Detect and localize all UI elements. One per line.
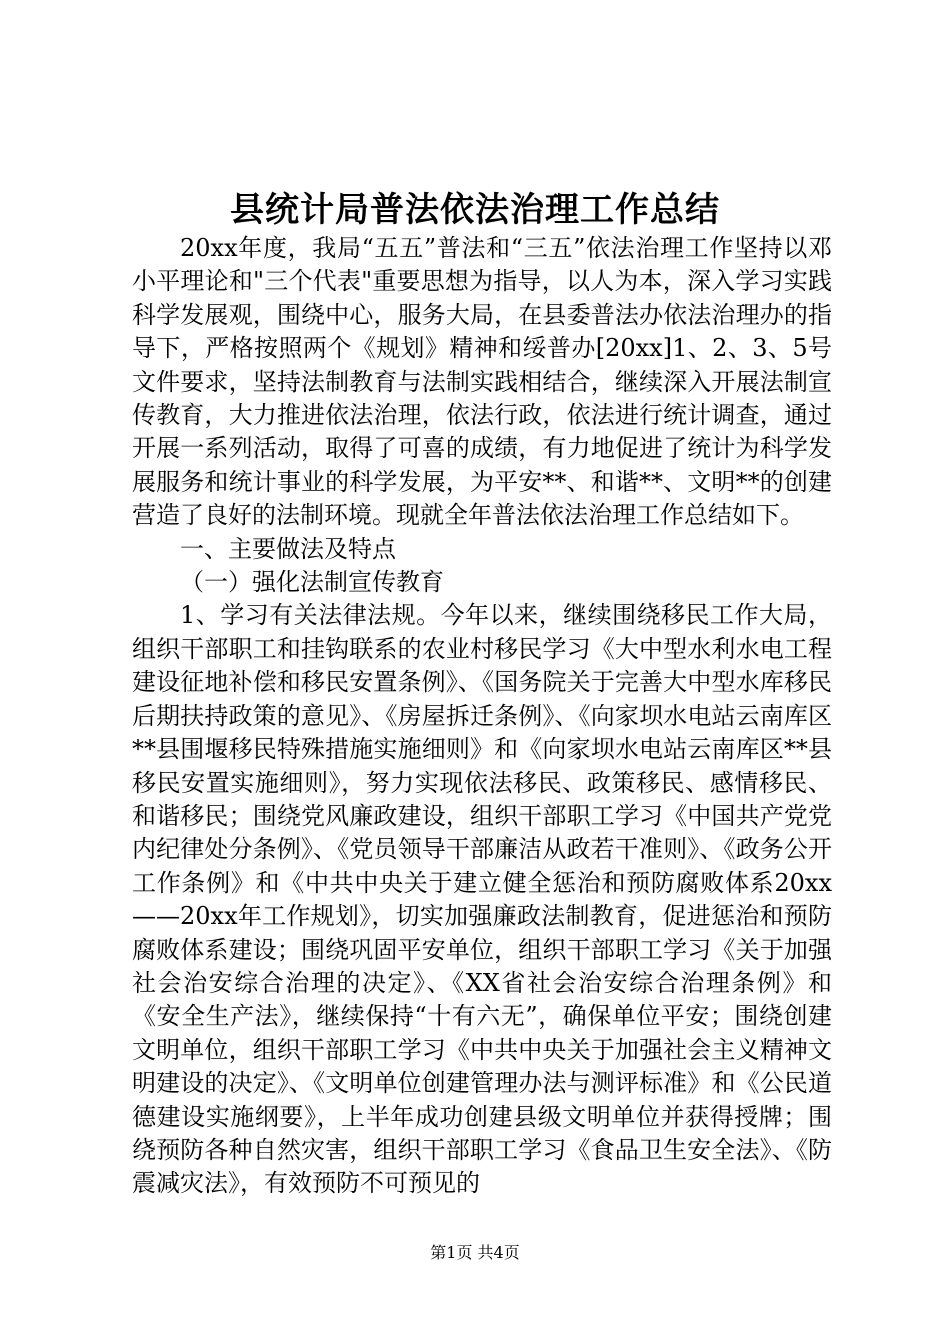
subsection-heading-legal-education: （一）强化法制宣传教育 [180,568,444,597]
body-paragraph-intro: 20xx年度，我局“五五”普法和“三五”依法治理工作坚持以邓小平理论和"三个代表"重要思想为指导，以人为本，深入学习实践科学发展观，围绕中心，服务大局，在县委普法办依法治理办的指导下，严格按照两个《规划》精神和绥普办[20xx]1、2、3、5号文件要求，坚持法制教育与法制实践相结合，继续深入开展法制宣传教育，大力推进依法治理，依法行政，依法进行统计调查，通过开展一系列活动，取得了可喜的成绩，有力地促进了统计为科学发展服务和统计事业的科学发展，为平安**、和谐**、文明**的创建营造了良好的法制环境。现就全年普法依法治理工作总结如下。 [132,234,832,530]
document-body [132,232,832,1201]
page-number-footer: 第1页 共4页 [430,1243,520,1262]
section-heading-main-practices: 一、主要做法及特点 [180,534,396,563]
document-title: 县统计局普法依法治理工作总结 [230,190,720,230]
body-paragraph-study-laws: 1、学习有关法律法规。今年以来，继续围绕移民工作大局，组织干部职工和挂钩联系的农业村移民学习《大中型水利水电工程建设征地补偿和移民安置条例》、《国务院关于完善大中型水库移民后期扶持政策的意见》、《房屋拆迁条例》、《向家坝水电站云南库区**县围堰移民特殊措施实施细则》和《向家坝水电站云南库区**县移民安置实施细则》，努力实现依法移民、政策移民、感情移民、和谐移民；围绕党风廉政建设，组织干部职工学习《中国共产党党内纪律处分条例》、《党员领导干部廉洁从政若干准则》、《政务公开工作条例》和《中共中央关于建立健全惩治和预防腐败体系20xx——20xx年工作规划》，切实加强廉政法制教育，促进惩治和预防腐败体系建设；围绕巩固平安单位，组织干部职工学习《关于加强社会治安综合治理的决定》、《XX省社会治安综合治理条例》和《安全生产法》，继续保持“十有六无”，确保单位平安；围绕创建文明单位，组织干部职工学习《中共中央关于加强社会主义精神文明建设的决定》、《文明单位创建管理办法与测评标准》和《公民道德建设实施纲要》，上半年成功创建县级文明单位并获得授牌；围绕预防各种自然灾害，组织干部职工学习《食品卫生安全法》、《防震减灾法》，有效预防不可预见的 [132,601,832,1198]
